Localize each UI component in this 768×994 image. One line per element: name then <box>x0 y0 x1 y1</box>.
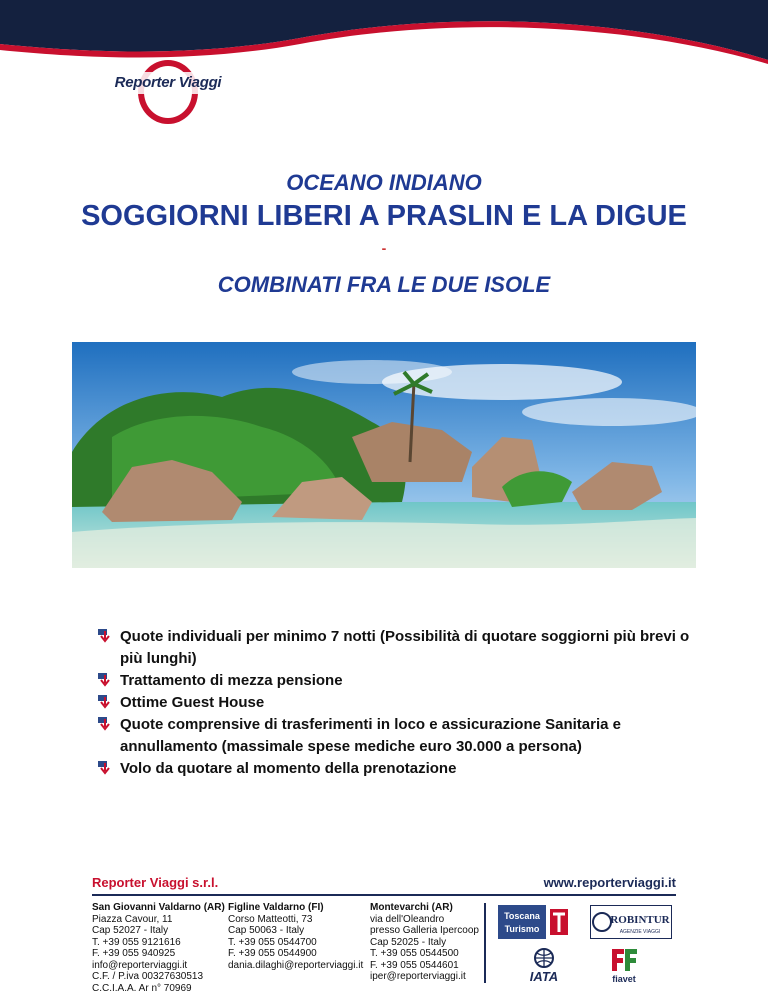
svg-text:ROBINTUR: ROBINTUR <box>610 914 670 926</box>
list-item: Ottime Guest House <box>98 692 698 714</box>
footer-divider <box>92 894 676 896</box>
beach-photo <box>72 342 696 568</box>
arrow-down-bullet-icon <box>98 673 112 687</box>
list-item: Trattamento di mezza pensione <box>98 670 698 692</box>
list-item: Quote comprensive di trasferimenti in loco e assicurazione Sanitaria e annullamento (massimale spese mediche euro 30.000 a persona) <box>98 714 698 758</box>
footer <box>92 875 676 994</box>
svg-text:Toscana: Toscana <box>504 911 540 921</box>
reporter-viaggi-logo[interactable] <box>104 58 232 126</box>
website-link[interactable]: www.reporterviaggi.it <box>543 875 676 890</box>
list-item: Quote individuali per minimo 7 notti (Possibilità di quotare soggiorni più brevi o più lunghi) <box>98 626 698 670</box>
footer-vertical-divider <box>484 903 486 983</box>
arrow-down-bullet-icon <box>98 695 112 709</box>
fiavet-logo <box>604 945 644 985</box>
region-title: OCEANO INDIANO <box>286 170 482 195</box>
offer-details-list <box>98 626 698 780</box>
toscana-turismo-logo <box>498 905 568 939</box>
iata-logo <box>514 947 574 985</box>
email-link[interactable]: dania.dilaghi@reporterviaggi.it <box>228 959 364 971</box>
svg-text:Turismo: Turismo <box>504 924 540 934</box>
svg-text:IATA: IATA <box>529 969 559 984</box>
svg-text:AGENZIE VIAGGI: AGENZIE VIAGGI <box>619 929 661 935</box>
logo-text: Reporter Viaggi <box>114 74 222 91</box>
page-subtitle: COMBINATI FRA LE DUE ISOLE <box>217 272 551 297</box>
title-separator: - <box>381 240 387 256</box>
robintur-logo <box>590 905 672 939</box>
arrow-down-bullet-icon <box>98 717 112 731</box>
arrow-down-bullet-icon <box>98 629 112 643</box>
email-link[interactable]: info@reporterviaggi.it <box>92 959 188 971</box>
email-link[interactable]: iper@reporterviaggi.it <box>370 971 466 982</box>
arrow-down-bullet-icon <box>98 761 112 775</box>
company-name: Reporter Viaggi s.r.l. <box>92 875 219 890</box>
svg-text:fiavet: fiavet <box>612 974 636 984</box>
office-san-giovanni: San Giovanni Valdarno (AR) Piazza Cavour, 11 Cap 52027 - Italy T. +39 055 9121616 F. +39 055 940925 info@reporterviaggi.it C.F. / P.iva 00327630513 C.C.I.A.A. Ar n° 70969 <box>92 902 225 994</box>
list-item: Volo da quotare al momento della prenotazione <box>98 758 698 780</box>
office-figline: Figline Valdarno (FI) Corso Matteotti, 73 Cap 50063 - Italy T. +39 055 0544700 F. +39 055 0544900 dania.dilaghi@reporterviaggi.it <box>228 902 364 971</box>
office-montevarchi: Montevarchi (AR) via dell'Oleandro presso Galleria Ipercoop Cap 52025 - Italy T. +39 055 0544500 F. +39 055 0544601 iper@reporterviaggi.it <box>370 902 479 982</box>
page-title: SOGGIORNI LIBERI A PRASLIN E LA DIGUE <box>81 200 687 232</box>
